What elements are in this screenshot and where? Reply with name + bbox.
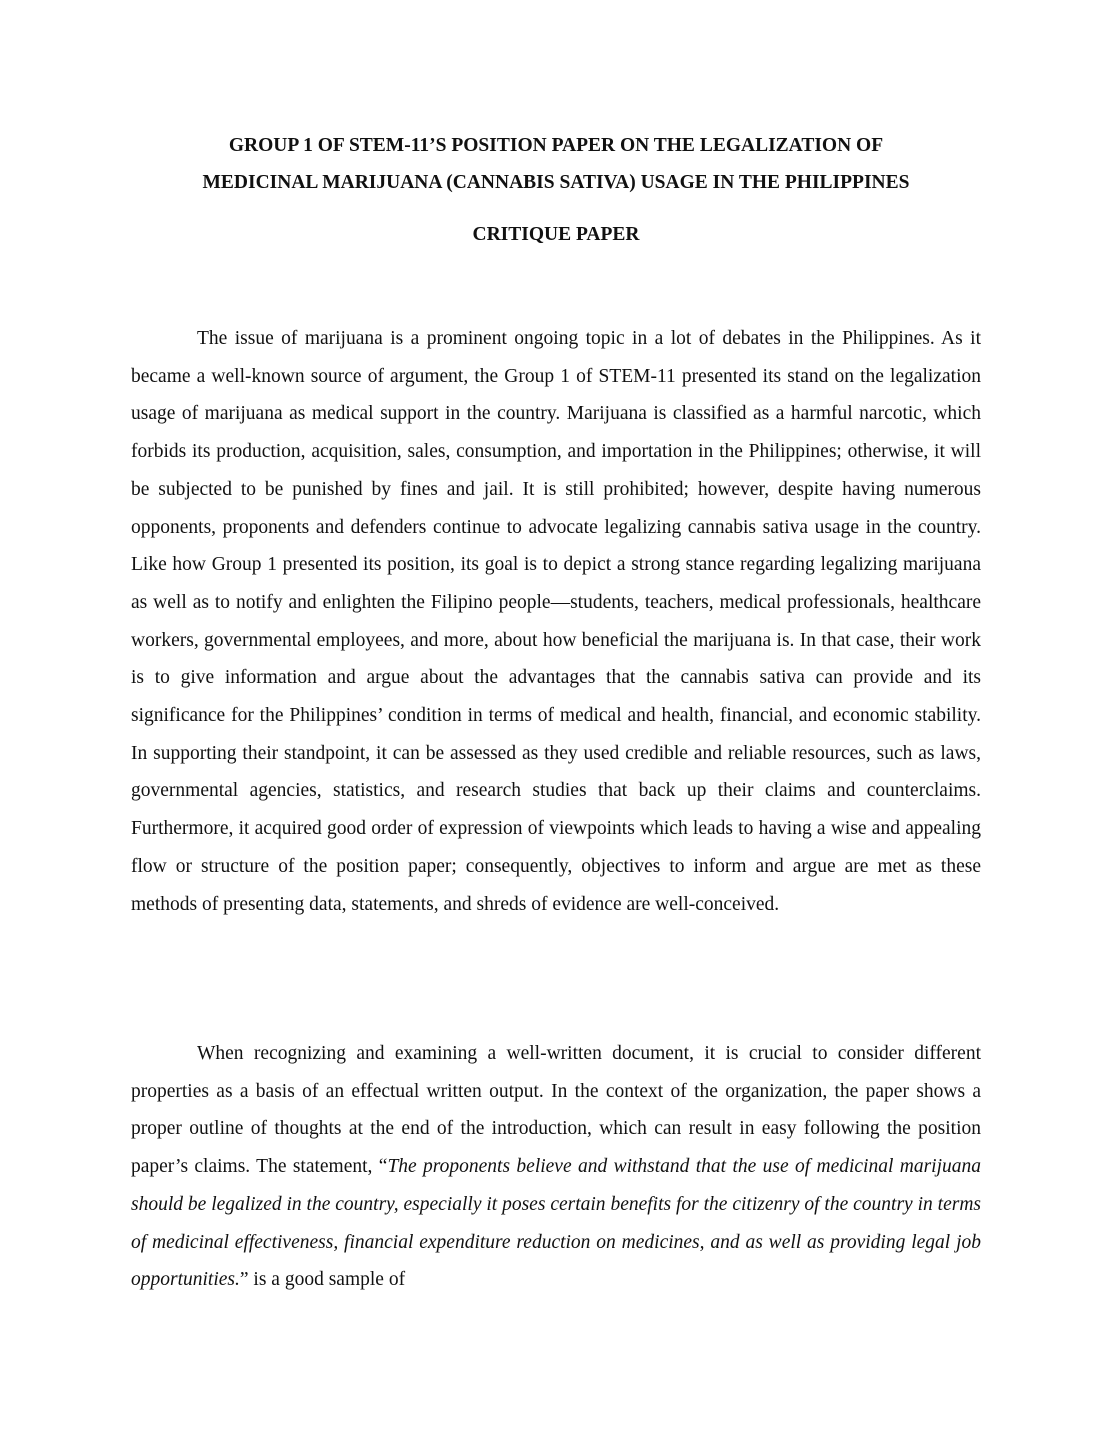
title-line-1: GROUP 1 OF STEM-11’S POSITION PAPER ON THE LEGALIZATION OF [228,135,884,156]
paragraph-1: The issue of marijuana is a prominent ongoing topic in a lot of debates in the Philippines. As it became a well-known source of argument, the Group 1 of STEM-11 presented its stand on the legalization usage of marijuana as medical support in the country. Marijuana is classified as a harmful narcotic, which forbids its production, acquisition, sales, consumption, and importation in the Philippines; otherwise, it will be subjected to be punished by fines and jail. It is still prohibited; however, despite having numerous opponents, proponents and defenders continue to advocate legalizing cannabis sativa usage in the country. Like how Group 1 presented its position, its goal is to depict a strong stance regarding legalizing marijuana as well as to notify and enlighten the Filipino people—students, teachers, medical professionals, healthcare workers, governmental employees, and more, about how beneficial the marijuana is. In that case, their work is to give information and argue about the advantages that the cannabis sativa can provide and its significance for the Philippines’ condition in terms of medical and health, financial, and economic stability. In supporting their standpoint, it can be assessed as they used credible and reliable resources, such as laws, governmental agencies, statistics, and research studies that back up their claims and counterclaims. Furthermore, it acquired good order of expression of viewpoints which leads to having a wise and appealing flow or structure of the position paper; consequently, objectives to inform and argue are met as these methods of presenting data, statements, and shreds of evidence are well-conceived. [131,328,981,915]
title-line-2: MEDICINAL MARIJUANA (CANNABIS SATIVA) USAGE IN THE PHILIPPINES [202,172,910,193]
document-title [100,127,1012,201]
document-subtitle: CRITIQUE PAPER [472,224,640,245]
paragraph-2 [131,1035,981,1299]
paragraph-2-intro: When recognizing and examining a well-written document, it is crucial to consider different properties as a basis of an effectual written output. In the context of the organization, the paper shows a proper outline of thoughts at the end of the introduction, which can result in easy following the position paper’s claims. The statement, “ [131,1043,981,1178]
paragraph-2-outro: ” is a good sample of [239,1269,406,1291]
paragraph-2-quote: The proponents believe and withstand that the use of medicinal marijuana should be legalized in the country, especially it poses certain benefits for the citizenry of the country in terms of medicinal effectiveness, financial expenditure reduction on medicines, and as well as providing legal job opportunities. [131,1156,981,1291]
